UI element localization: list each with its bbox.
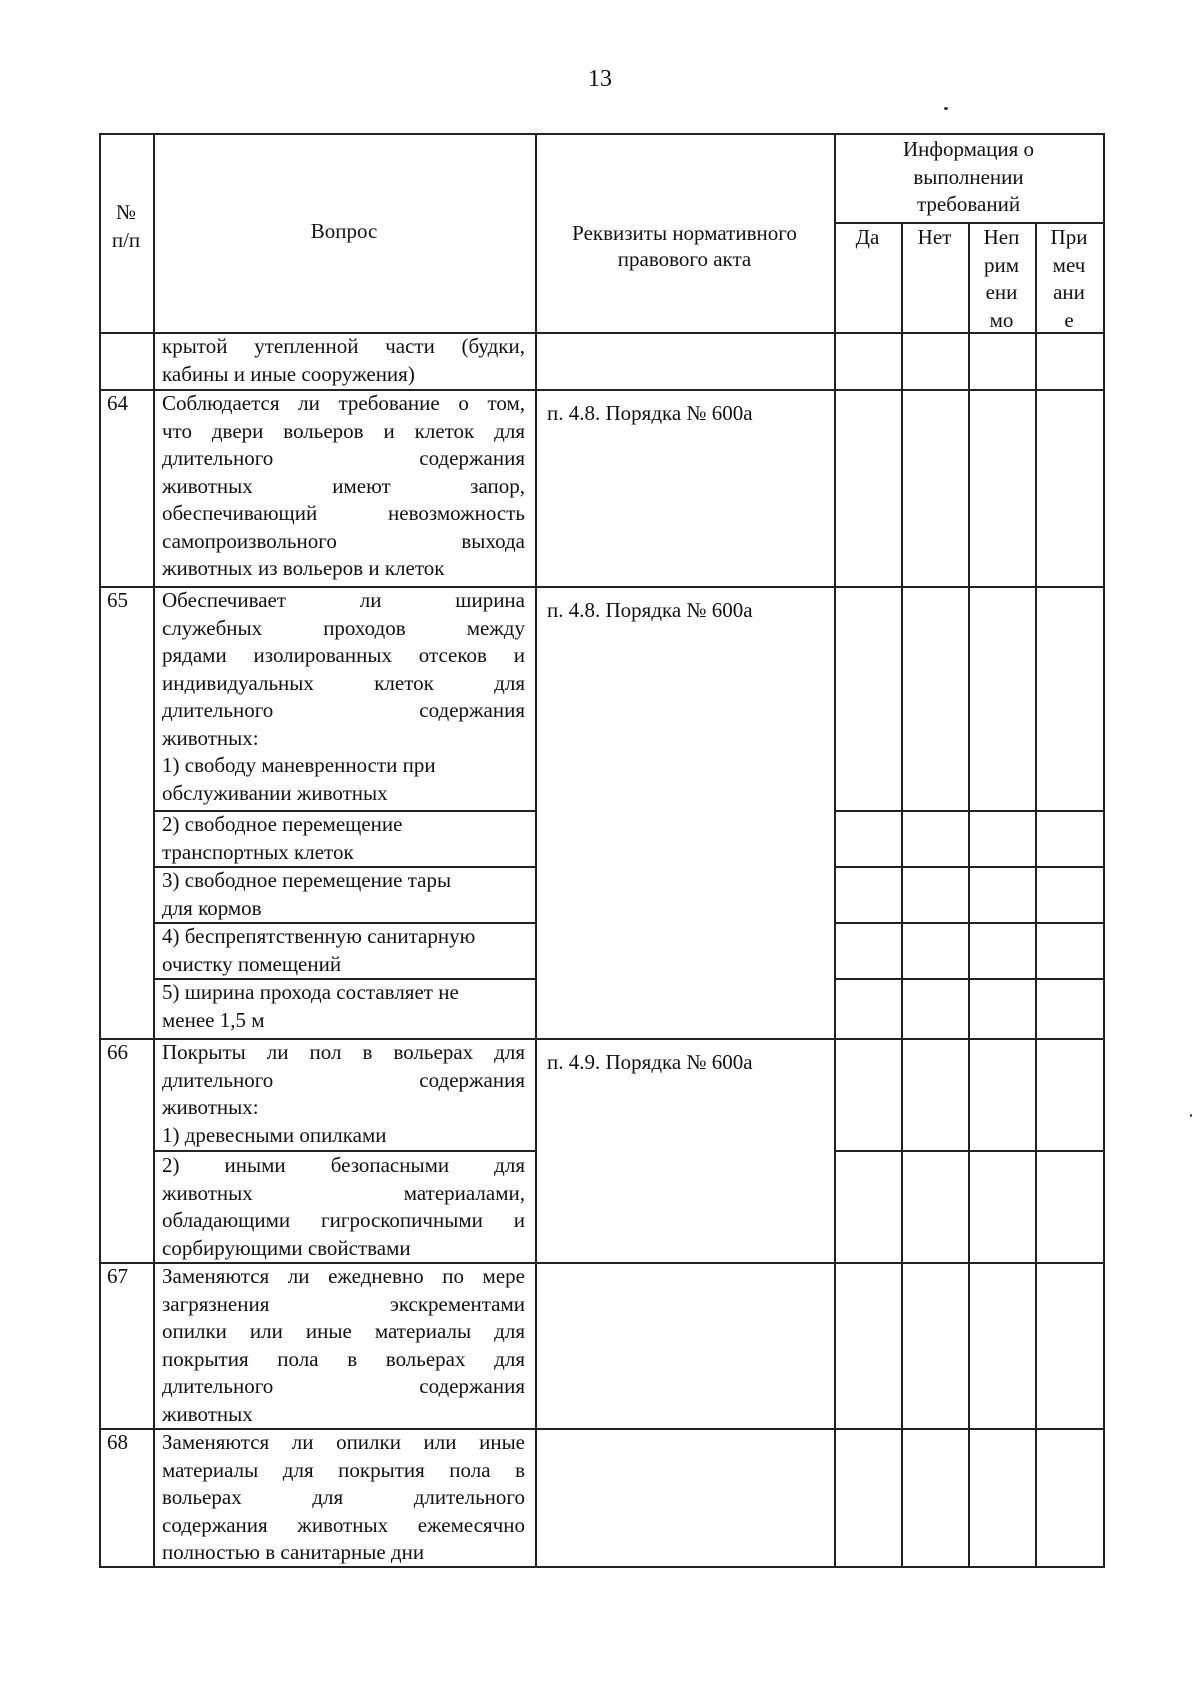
answer-cell-not-applicable[interactable] [970,1430,1034,1565]
header-question-label: Вопрос [310,219,378,243]
answer-cell-no[interactable] [903,924,967,977]
header-no-label: Нет [917,225,952,249]
question-text: Заменяются ли ежедневно по мере [162,1264,525,1288]
question-text: полностью в санитарные дни [162,1540,425,1564]
header-note-label: При [1050,225,1088,249]
subitem-text: 4) беспрепятственную санитарную [162,924,476,948]
question-text: обслуживании животных [162,780,388,805]
header-info-label: выполнении [913,164,1024,189]
legal-reference: п. 4.8. Порядка № 600а [547,401,753,425]
row-number: 65 [107,588,128,612]
answer-cell-note[interactable] [1037,868,1102,921]
question-text: индивидуальных клеток для [162,670,525,695]
answer-cell-not-applicable[interactable] [970,924,1034,977]
header-info-label: требований [916,192,1021,216]
question-text: покрытия пола в вольерах для [162,1346,525,1371]
answer-cell-yes[interactable] [836,1264,900,1427]
subitem-text: 2) свободное перемещение [162,812,403,836]
answer-cell-note[interactable] [1037,391,1102,585]
subitem-text: обладающими гигроскопичными и [162,1208,525,1232]
table-column-rule [153,133,155,1568]
answer-cell-no[interactable] [903,1040,967,1149]
header-yes-label: Да [855,225,880,249]
question-text: материалы для покрытия пола в [162,1457,525,1482]
table-column-rule [535,133,537,1568]
question-text: опилки или иные материалы для [162,1319,525,1343]
question-text: животных: [162,1095,259,1119]
answer-cell-yes[interactable] [836,924,900,977]
answer-cell-not-applicable[interactable] [970,812,1034,865]
answer-cell-not-applicable[interactable] [970,391,1034,585]
answer-cell-note[interactable] [1037,588,1102,809]
answer-cell-not-applicable[interactable] [970,868,1034,921]
answer-cell-no[interactable] [903,1152,967,1261]
answer-cell-no[interactable] [903,588,967,809]
legal-reference: п. 4.8. Порядка № 600а [547,598,753,622]
answer-cell-yes[interactable] [836,980,900,1037]
header-requisites-label: правового акта [617,247,752,271]
question-text: длительного содержания [162,1067,525,1092]
answer-cell-not-applicable[interactable] [970,588,1034,809]
answer-cell-yes[interactable] [836,868,900,921]
question-text: рядами изолированных отсеков и [162,643,525,667]
question-text: Покрыты ли пол в вольерах для [162,1040,525,1064]
answer-cell-note[interactable] [1037,1264,1102,1427]
table-column-rule [1103,133,1105,1568]
legal-reference: п. 4.9. Порядка № 600а [547,1050,753,1074]
question-text: 1) свободу маневренности при [162,753,436,777]
question-text: кабины и иные сооружения) [162,361,415,386]
question-text: служебных проходов между [162,615,525,640]
question-text: длительного содержания [162,446,525,470]
answer-cell-note[interactable] [1037,812,1102,865]
header-note-label: ани [1053,280,1085,304]
answer-cell-yes[interactable] [836,1040,900,1149]
answer-cell-not-applicable[interactable] [970,1152,1034,1261]
subitem-text: сорбирующими свойствами [162,1235,411,1260]
question-text: животных имеют запор, [162,473,525,498]
question-text: 1) древесными опилками [162,1122,387,1147]
answer-cell-yes[interactable] [836,334,900,388]
question-text: содержания животных ежемесячно [162,1512,525,1537]
answer-cell-yes[interactable] [836,812,900,865]
answer-cell-no[interactable] [903,980,967,1037]
subitem-text: животных материалами, [162,1180,525,1205]
header-not-applicable-label: Неп [983,225,1020,249]
table-column-rule [99,133,101,1568]
header-not-applicable-label: рим [983,252,1020,277]
answer-cell-no[interactable] [903,391,967,585]
row-number: 66 [107,1040,128,1064]
answer-cell-not-applicable[interactable] [970,980,1034,1037]
answer-cell-yes[interactable] [836,1430,900,1565]
subitem-text: 2) иными безопасными для [162,1153,525,1177]
header-note-label: е [1064,307,1074,332]
answer-cell-note[interactable] [1037,980,1102,1037]
answer-cell-note[interactable] [1037,1430,1102,1565]
answer-cell-no[interactable] [903,812,967,865]
question-text: вольерах для длительного [162,1485,525,1509]
answer-cell-no[interactable] [903,868,967,921]
answer-cell-no[interactable] [903,1430,967,1565]
subitem-text: очистку помещений [162,951,342,976]
answer-cell-no[interactable] [903,334,967,388]
header-info-label: Информация о [902,137,1035,161]
subitem-text: транспортных клеток [162,839,354,864]
header-requisites-label: Реквизиты нормативного [572,221,797,245]
answer-cell-not-applicable[interactable] [970,1264,1034,1427]
subitem-text: 3) свободное перемещение тары [162,868,452,892]
header-not-applicable-label: ени [985,280,1018,304]
row-number: 67 [107,1264,128,1288]
header-not-applicable-label: мо [989,307,1014,332]
answer-cell-note[interactable] [1037,1040,1102,1149]
answer-cell-not-applicable[interactable] [970,334,1034,388]
answer-cell-yes[interactable] [836,391,900,585]
question-text: обеспечивающий невозможность [162,501,525,525]
row-number: 68 [107,1430,128,1454]
subitem-text: 5) ширина прохода составляет не [162,980,459,1004]
answer-cell-yes[interactable] [836,588,900,809]
question-text: длительного содержания [162,1374,525,1398]
page-number: 13 [588,66,612,92]
question-text: длительного содержания [162,698,525,722]
question-text: животных: [162,725,259,750]
question-text: Соблюдается ли требование о том, [162,391,525,415]
question-text: Заменяются ли опилки или иные [162,1430,525,1454]
answer-cell-no[interactable] [903,1264,967,1427]
question-text: загрязнения экскрементами [162,1291,525,1316]
header-num-label: № [115,200,137,224]
question-text: самопроизвольного выхода [162,528,525,553]
question-text: крытой утепленной части (будки, [162,334,525,358]
row-number: 64 [107,391,128,415]
answer-cell-note[interactable] [1037,924,1102,977]
answer-cell-note[interactable] [1037,334,1102,388]
answer-cell-not-applicable[interactable] [970,1040,1034,1149]
table-top-border [99,133,1105,135]
subitem-text: для кормов [162,895,262,920]
header-num-label: п/п [111,228,141,252]
answer-cell-note[interactable] [1037,1152,1102,1261]
question-text: что двери вольеров и клеток для [162,418,525,443]
answer-cell-yes[interactable] [836,1152,900,1261]
question-text: животных из вольеров и клеток [162,556,445,580]
question-text: животных [162,1401,253,1426]
header-note-label: меч [1052,252,1086,277]
subitem-text: менее 1,5 м [162,1007,265,1032]
question-text: Обеспечивает ли ширина [162,588,525,612]
